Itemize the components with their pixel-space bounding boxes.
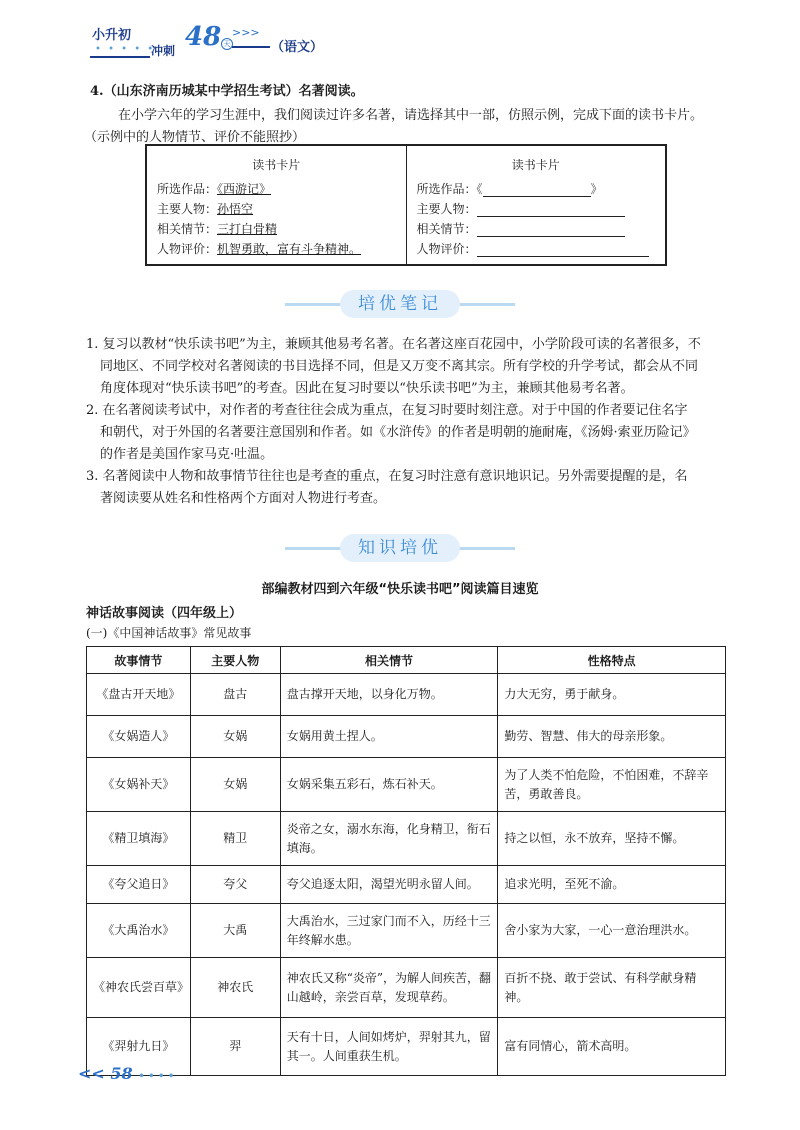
- cell-character: 羿: [190, 1018, 280, 1076]
- header-rule-right: [232, 46, 270, 48]
- notes-list: [86, 334, 726, 510]
- cell-plot: 夸父追逐太阳，渴望光明永留人间。: [280, 866, 498, 904]
- note-line: 1. 复习以教材“快乐读书吧”为主，兼顾其他易考名著。在名著这座百花园中，小学阶段可读的名著很多，不: [86, 337, 701, 352]
- header-series: 小升初: [92, 28, 132, 43]
- card-answer-work-blank[interactable]: [483, 184, 591, 197]
- banner-knowledge-text: 知识培优: [340, 534, 460, 562]
- col-header-story: 故事情节: [87, 647, 191, 674]
- question-body: 在小学六年的学习生涯中，我们阅读过许多名著，请选择其中一部，仿照示例，完成下面的读书卡片。: [118, 108, 704, 123]
- cell-plot: 盘古撑开天地，以身化万物。: [280, 674, 498, 716]
- cell-story: 《夸父追日》: [87, 866, 191, 904]
- table-row: [87, 812, 726, 866]
- cell-story: 《盘古开天地》: [87, 674, 191, 716]
- cell-character: 神农氏: [190, 958, 280, 1018]
- cell-story: 《女娲造人》: [87, 716, 191, 758]
- table-title: 部编教材四到六年级“快乐读书吧”阅读篇目速览: [261, 582, 539, 597]
- card-answer: [406, 146, 666, 264]
- table-row: [87, 716, 726, 758]
- section-heading: 神话故事阅读（四年级上）: [86, 606, 243, 621]
- card-answer-work[interactable]: 所选作品：《 》: [416, 182, 603, 196]
- header-number: 48: [185, 22, 222, 52]
- col-header-plot: 相关情节: [280, 647, 498, 674]
- cell-plot: 炎帝之女，溺水东海，化身精卫，衔石填海。: [280, 812, 498, 866]
- card-answer-title: 读书卡片: [511, 158, 560, 172]
- card-example: [147, 146, 406, 264]
- cell-story: 《神农氏尝百草》: [87, 958, 191, 1018]
- card-example-plot: 相关情节：三打白骨精: [157, 222, 278, 236]
- cell-character: 女娲: [190, 716, 280, 758]
- col-header-character: 主要人物: [190, 647, 280, 674]
- banner-study-notes-text: 培优笔记: [340, 290, 460, 318]
- table-row: [87, 1018, 726, 1076]
- cell-traits: 富有同情心，箭术高明。: [498, 1018, 726, 1076]
- page-footer: [78, 1064, 174, 1083]
- note-line: 3. 名著阅读中人物和故事情节往往也是考查的重点，在复习时注意有意识地识记。另外需要提醒的是，名: [86, 469, 688, 484]
- reading-card-table: [145, 144, 667, 266]
- note-line: 2. 在名著阅读考试中，对作者的考查往往会成为重点，在复习时要时刻注意。对于中国的作者要记住名字: [86, 403, 688, 418]
- cell-traits: 舍小家为大家，一心一意治理洪水。: [498, 904, 726, 958]
- myth-stories-table: [86, 646, 726, 1076]
- table-row: [87, 958, 726, 1018]
- cell-character: 女娲: [190, 758, 280, 812]
- question-note: （示例中的人物情节、评价不能照抄）: [84, 130, 306, 145]
- table-row: [87, 758, 726, 812]
- cell-character: 夸父: [190, 866, 280, 904]
- note-line: 的作者是美国作家马克·吐温。: [100, 447, 274, 462]
- card-answer-plot-blank[interactable]: [477, 224, 625, 237]
- card-example-work: 所选作品：《西游记》: [157, 182, 272, 196]
- cell-traits: 追求光明，至死不渝。: [498, 866, 726, 904]
- banner-study-notes: [285, 290, 515, 318]
- cell-story: 《羿射九日》: [87, 1018, 191, 1076]
- table-row: [87, 904, 726, 958]
- table-row: [87, 674, 726, 716]
- cell-plot: 女娲用黄土捏人。: [280, 716, 498, 758]
- header-dots: • • • • •: [95, 44, 156, 55]
- card-answer-evaluation[interactable]: 人物评价：: [417, 240, 649, 257]
- banner-knowledge: [285, 534, 515, 562]
- card-answer-evaluation-blank[interactable]: [477, 244, 649, 257]
- card-example-title: 读书卡片: [252, 158, 301, 172]
- cell-plot: 神农氏又称“炎帝”，为解人间疾苦，翻山越岭，亲尝百草，发现草药。: [280, 958, 498, 1018]
- cell-character: 精卫: [190, 812, 280, 866]
- header-day-badge: 天: [221, 38, 233, 50]
- card-answer-character[interactable]: 主要人物：: [417, 200, 625, 217]
- table-row: [87, 866, 726, 904]
- footer-arrows: <<: [78, 1064, 105, 1083]
- question-title: 4.（山东济南历城某中学招生考试）名著阅读。: [90, 84, 364, 99]
- cell-story: 《精卫填海》: [87, 812, 191, 866]
- card-example-character: 主要人物：孙悟空: [157, 202, 254, 216]
- header-sub: 冲刺: [151, 44, 176, 58]
- cell-traits: 勤劳、智慧、伟大的母亲形象。: [498, 716, 726, 758]
- col-header-traits: 性格特点: [498, 647, 726, 674]
- header-arrows: >>>: [232, 26, 260, 39]
- note-line: 同地区、不同学校对名著阅读的书目选择不同，但是又万变不离其宗。所有学校的升学考试，都会从不同: [100, 359, 699, 374]
- page-number: 58: [110, 1064, 133, 1083]
- header-subject: （语文）: [271, 40, 324, 55]
- cell-story: 《女娲补天》: [87, 758, 191, 812]
- cell-character: 大禹: [190, 904, 280, 958]
- cell-traits: 百折不挠、敢于尝试、有科学献身精神。: [498, 958, 726, 1018]
- cell-story: 《大禹治水》: [87, 904, 191, 958]
- header-rule: [90, 56, 150, 58]
- note-line: 角度体现对“快乐读书吧”的考查。因此在复习时要以“快乐读书吧”为主，兼顾其他易考名著。: [100, 381, 634, 396]
- card-answer-plot[interactable]: 相关情节：: [417, 220, 625, 237]
- card-example-evaluation: 人物评价：机智勇敢，富有斗争精神。: [157, 242, 362, 256]
- card-answer-character-blank[interactable]: [477, 204, 625, 217]
- cell-character: 盘古: [190, 674, 280, 716]
- cell-traits: 为了人类不怕危险，不怕困难，不辞辛苦，勇敢善良。: [498, 758, 726, 812]
- footer-dots: • • • •: [138, 1071, 175, 1082]
- cell-traits: 持之以恒，永不放弃，坚持不懈。: [498, 812, 726, 866]
- cell-traits: 力大无穷，勇于献身。: [498, 674, 726, 716]
- cell-plot: 女娲采集五彩石，炼石补天。: [280, 758, 498, 812]
- note-line: 和朝代，对于外国的名著要注意国别和作者。如《水浒传》的作者是明朝的施耐庵，《汤姆·索亚历险记》: [100, 425, 696, 440]
- subsection-heading: (一)《中国神话故事》常见故事: [86, 626, 252, 640]
- table-header-row: [87, 647, 726, 674]
- note-line: 著阅读要从姓名和性格两个方面对人物进行考查。: [100, 491, 387, 506]
- cell-plot: 大禹治水，三过家门而不入，历经十三年终解水患。: [280, 904, 498, 958]
- cell-plot: 天有十日，人间如烤炉，羿射其九，留其一。人间重获生机。: [280, 1018, 498, 1076]
